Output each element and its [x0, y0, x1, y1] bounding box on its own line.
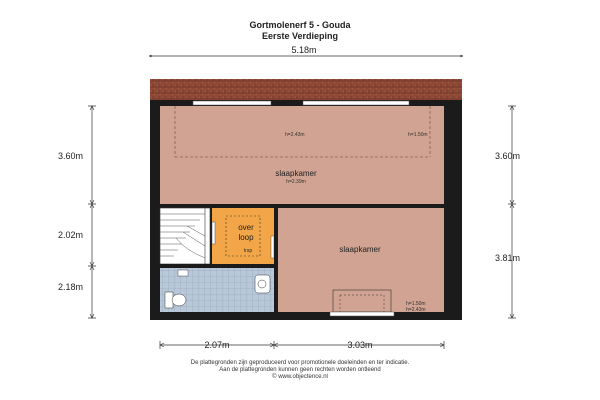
bathroom-fixture-icon [178, 270, 188, 276]
bedroom-top-label: slaapkamer [275, 169, 317, 178]
bedroom-bottom-label: slaapkamer [339, 245, 381, 254]
landing-label-2: loop [238, 233, 254, 242]
window-bottom [330, 312, 394, 316]
window-top-right [303, 101, 409, 105]
bedroom-top-height: h=2.39m [286, 179, 306, 185]
dimension-bottom-left-label: 2.07m [204, 340, 230, 350]
landing-door-right [271, 236, 274, 258]
dimension-top [150, 45, 462, 56]
window-top-left [193, 101, 271, 105]
disclaimer-line-3: © www.objectence.nl [272, 374, 328, 380]
height-annotation-right: h=1.50m [408, 132, 428, 138]
dimension-right-top-label: 3.60m [495, 151, 521, 161]
interior-wall-vertical [274, 208, 278, 312]
dimension-bottom-right-label: 3.03m [347, 340, 373, 350]
dimension-left-top-label: 3.60m [58, 151, 84, 161]
bedroom-top [160, 106, 444, 206]
page-subtitle: Eerste Verdieping [261, 31, 339, 41]
dimension-left-middle-label: 2.02m [58, 230, 84, 240]
skylight [333, 290, 391, 312]
stair-label: trap [243, 248, 253, 254]
page-title: Gortmolenerf 5 - Gouda [249, 20, 351, 30]
dimension-left [58, 106, 96, 318]
disclaimer-line-1: De plattegronden zijn geproduceerd voor promotionele doeleinden en ter indicatie. [190, 360, 410, 366]
disclaimer-line-2: Aan de plattegronden kunnen geen rechten worden ontleend [219, 367, 381, 373]
height-annotation-bottom-2: h=2.43m [406, 307, 426, 313]
sink-icon [255, 275, 270, 293]
landing-door-left [212, 222, 215, 244]
height-annotation-left: h=2.43m [285, 132, 305, 138]
height-annotation-bottom-1: h=1.50m [406, 301, 426, 307]
interior-wall [160, 204, 444, 208]
bathroom-wall [160, 264, 274, 268]
dimension-left-bottom-label: 2.18m [58, 282, 84, 292]
dimension-top-label: 5.18m [291, 45, 317, 55]
landing-label-1: over [238, 223, 254, 232]
roof-area [150, 79, 462, 102]
stairs [160, 208, 210, 264]
dimension-bottom [160, 340, 444, 350]
dimension-right-bottom-label: 3.81m [495, 253, 521, 263]
dimension-right [495, 106, 520, 318]
